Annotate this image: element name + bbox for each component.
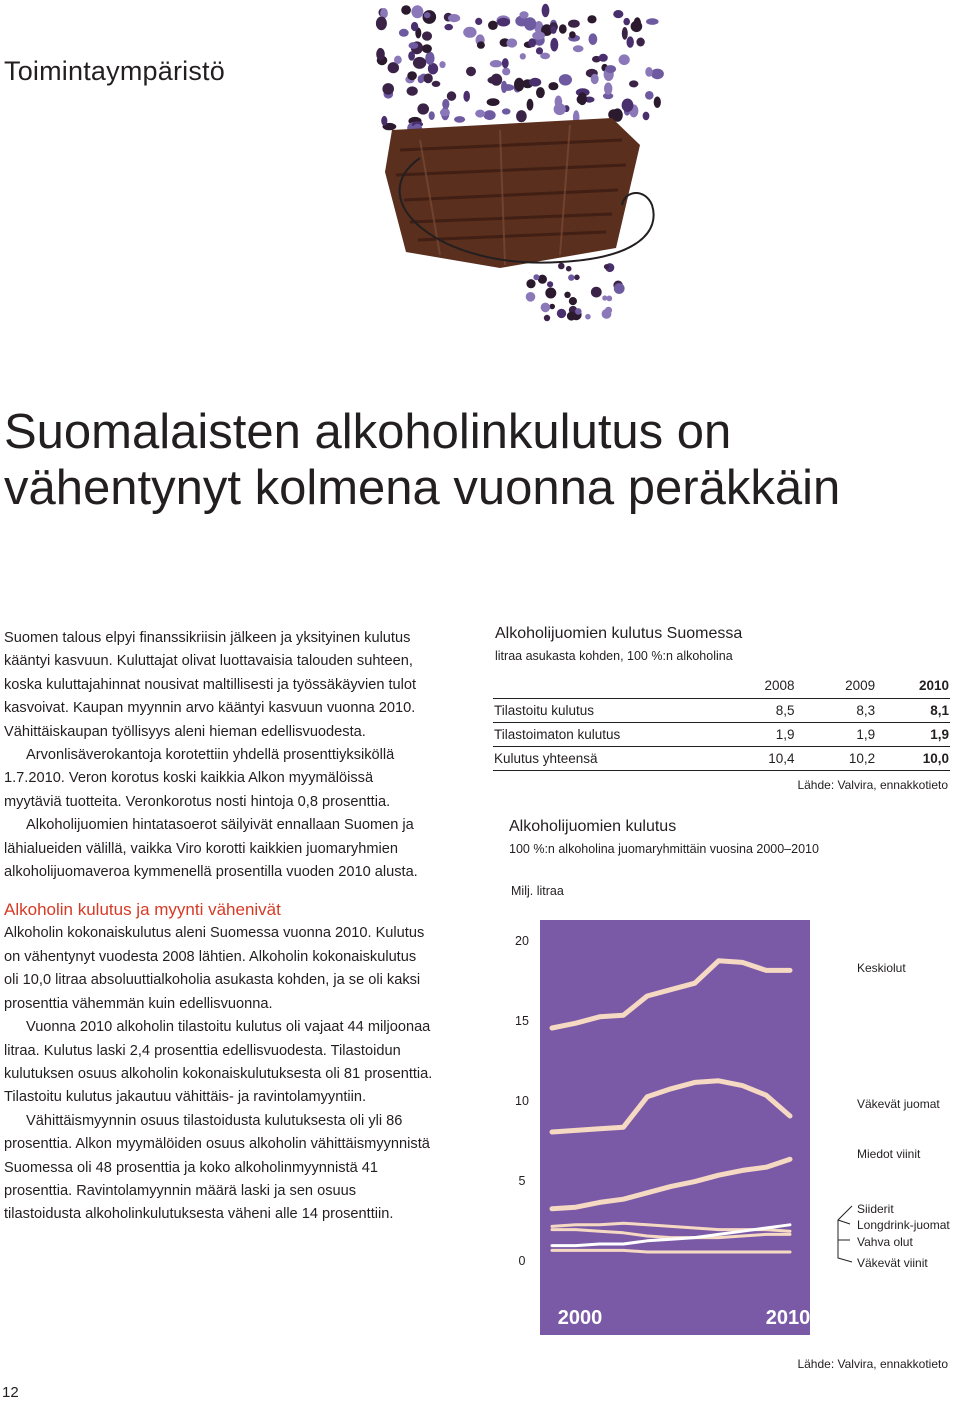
berry: [627, 36, 634, 47]
table-cell: 8,5: [688, 699, 796, 723]
table-header-cell: 2010: [918, 677, 949, 693]
berry: [631, 21, 643, 32]
berry: [407, 71, 417, 80]
berry: [424, 12, 431, 18]
berry: [651, 69, 664, 80]
berry: [477, 41, 485, 48]
berry: [463, 27, 476, 38]
table-cell: 10,0: [876, 747, 950, 771]
berry: [444, 24, 453, 30]
berry: [569, 297, 577, 305]
berry: [528, 38, 536, 47]
body-column: [4, 627, 434, 1227]
table-cell: Tilastoitu kulutus: [493, 699, 688, 723]
table-header-cell: [493, 672, 688, 699]
berry: [381, 116, 387, 126]
berry: [424, 74, 433, 84]
berry: [526, 292, 536, 302]
berry: [524, 17, 536, 30]
y-axis-unit: Milj. litraa: [511, 884, 564, 898]
headline-line-2: vähentynyt kolmena vuonna peräkkäin: [4, 461, 841, 515]
berry: [417, 103, 429, 114]
berry: [484, 110, 496, 120]
table-row: [493, 723, 950, 747]
berry: [488, 77, 499, 84]
table-header-cell: 2009: [845, 677, 876, 693]
body-paragraph: Vähittäismyynnin osuus tilastoidusta kulutuksesta oli yli 86 prosenttia. Alkon myymälöiden osuus alkoholin vähittäismyynnistä Suomessa oli 48 prosenttia ja koko alkoholinmyynnistä 41 prosenttia. Ravintolamyynnin määrä laski ja sen osuus tilastoidusta alkoholinkulutuksesta väheni alle 14 prosenttiin.: [4, 1112, 430, 1223]
body-paragraph: Alkoholijuomien hintatasoerot säilyivät ennallaan Suomen ja lähialueiden välillä, vaikka Viro korotti kaikkien juomaryhmien alkoholijuomaveroa kymmenellä prosentilla vuoden 2010 alusta.: [4, 817, 418, 881]
legend-label: Väkevät viinit: [857, 1256, 928, 1270]
berry: [613, 10, 623, 18]
berry: [602, 309, 612, 319]
consumption-table: [493, 672, 950, 771]
berry: [447, 91, 456, 101]
table-row: [493, 699, 950, 723]
berry: [604, 82, 612, 94]
berry: [646, 18, 659, 25]
berry: [411, 5, 423, 18]
berry: [645, 67, 652, 77]
berry: [488, 21, 498, 30]
berry: [558, 263, 565, 270]
berry: [448, 14, 460, 22]
berry: [409, 42, 419, 49]
body-paragraph: Suomen talous elpyi finanssikriisin jälkeen ja yksityinen kulutus kääntyi kasvuun. Kuluttajat olivat luottavaisia talouden suhteen, koska kuluttajahinnat nousivat maltillisesti ja työssäkäyvien tulot kasvoivat. Kaupan myynnin arvo kääntyi kasvuun vuonna 2010. Vähittäiskaupan työllisyys aleni hieman edellisvuodesta.: [4, 630, 417, 740]
berry: [502, 108, 511, 114]
berry: [439, 61, 445, 68]
berry: [502, 58, 509, 68]
legend-label: Longdrink-juomat: [857, 1218, 950, 1232]
berry: [619, 54, 630, 65]
table-cell: 1,9: [876, 723, 950, 747]
table-cell: 1,9: [688, 723, 796, 747]
y-tick-label: 10: [515, 1094, 529, 1108]
table-cell: 1,9: [796, 723, 877, 747]
berry: [411, 22, 418, 31]
legend-label: Miedot viinit: [857, 1147, 921, 1161]
berry: [529, 78, 541, 87]
y-tick-label: 0: [518, 1254, 526, 1268]
berry: [545, 288, 556, 299]
headline-line-1: Suomalaisten alkoholinkulutus on: [4, 405, 732, 459]
berry: [407, 86, 418, 95]
berry: [542, 4, 550, 18]
berry: [559, 24, 567, 34]
legend-label: Siiderit: [857, 1202, 894, 1216]
plot-background: [540, 920, 810, 1335]
berry: [432, 81, 441, 87]
berry: [605, 65, 616, 73]
berry: [569, 31, 576, 38]
chart-title: Alkoholijuomien kulutus: [509, 818, 677, 835]
berry: [408, 51, 415, 60]
berry: [578, 92, 587, 105]
berry: [629, 80, 638, 87]
berry: [422, 44, 432, 53]
table-subtitle: litraa asukasta kohden, 100 %:n alkoholina: [495, 649, 733, 663]
berry: [623, 18, 630, 25]
body-paragraph: Arvonlisäverokantoja korotettiin yhdellä prosenttiyksiköllä 1.7.2010. Veron korotus koski kaikkia Alkon myymälöissä myytäviä tuotteita. Veronkorotus nosti hintoja 0,8 prosenttia.: [4, 747, 395, 810]
berry: [536, 87, 545, 98]
berry: [487, 98, 500, 106]
berry: [475, 110, 485, 118]
berry: [413, 57, 426, 69]
berry: [475, 18, 482, 25]
table-cell: Kulutus yhteensä: [493, 747, 688, 771]
berry: [591, 287, 602, 298]
berry: [514, 78, 524, 92]
berry: [575, 308, 582, 315]
berry: [440, 109, 450, 117]
y-tick-label: 15: [515, 1014, 529, 1028]
berry: [643, 112, 650, 121]
berry: [399, 29, 409, 37]
table-cell: 10,2: [796, 747, 877, 771]
berry: [559, 74, 572, 85]
section-title: Toimintaympäristö: [4, 56, 225, 86]
berry: [614, 283, 625, 294]
berry: [501, 81, 507, 93]
berry: [532, 31, 545, 39]
berry: [550, 38, 558, 52]
berry: [544, 315, 550, 321]
berry: [567, 312, 576, 321]
berry: [497, 18, 510, 27]
legend-bracket: [838, 1206, 852, 1262]
berry: [654, 97, 661, 108]
page-number: 12: [2, 1384, 19, 1401]
berry: [516, 110, 527, 122]
berry: [536, 47, 543, 54]
berry: [549, 304, 555, 310]
berry: [519, 11, 528, 18]
berry: [568, 274, 574, 280]
berry: [587, 15, 596, 23]
berry: [533, 274, 539, 280]
y-tick-label: 20: [515, 934, 529, 948]
berry: [466, 67, 476, 77]
berry: [554, 103, 566, 115]
berry: [557, 309, 566, 318]
berry: [606, 296, 612, 302]
table-row: [493, 747, 950, 771]
series-line: [552, 1250, 790, 1252]
berry: [520, 53, 526, 59]
berry: [564, 292, 570, 298]
berry: [382, 83, 394, 95]
berry: [425, 52, 434, 65]
table-header-cell: 2008: [764, 677, 795, 693]
berry: [490, 60, 502, 67]
berry: [394, 56, 402, 64]
berry: [526, 279, 535, 288]
berry: [604, 264, 609, 269]
berry: [376, 17, 387, 31]
berry: [547, 281, 553, 287]
chart-subtitle: 100 %:n alkoholina juomaryhmittäin vuosina 2000–2010: [509, 842, 819, 856]
x-tick-label: 2010: [765, 1307, 811, 1329]
legend-label: Väkevät juomat: [857, 1097, 940, 1111]
berry: [454, 116, 465, 123]
berry: [429, 111, 435, 120]
berry: [502, 68, 510, 76]
berry: [622, 99, 634, 112]
berry: [599, 54, 608, 62]
berry: [573, 45, 584, 52]
berry: [636, 38, 644, 47]
berry: [527, 99, 534, 111]
berry: [538, 275, 547, 284]
berry: [589, 33, 598, 45]
berry: [568, 20, 580, 28]
berry: [376, 48, 385, 61]
body-paragraph: Alkoholin kokonaiskulutus aleni Suomessa vuonna 2010. Kulutus on vähentynyt vuodesta 2008 lähtien. Alkoholin kokonaiskulutus oli 10,0 litraa absoluuttialkoholia asukasta kohden, ja se oli kaksi prosenttia vähemmän kuin edellisvuonna.: [4, 925, 425, 1012]
legend-label: Keskiolut: [857, 961, 906, 975]
berry: [622, 27, 628, 40]
berry: [566, 266, 572, 272]
table-title: Alkoholijuomien kulutus Suomessa: [495, 625, 743, 642]
x-tick-label: 2000: [557, 1307, 603, 1329]
legend-label: Vahva olut: [857, 1235, 913, 1249]
berry: [506, 38, 517, 47]
berry: [401, 5, 411, 15]
table-cell: Tilastoimaton kulutus: [493, 723, 688, 747]
headline: [4, 404, 954, 516]
body-paragraph: Vuonna 2010 alkoholin tilastoitu kulutus oli vajaat 44 miljoonaa litraa. Kulutus laski 2,4 prosenttia edellisvuodesta. Tilastoidun kulutuksen osuus alkoholin kokonaiskulutuksesta oli 81 prosenttia. Tilastoitu kulutus jakautuu vähittäis- ja ravintolamyyntiin.: [4, 1019, 433, 1106]
table-source: Lähde: Valvira, ennakkotieto: [797, 778, 948, 792]
berry: [422, 31, 432, 40]
table-cell: 10,4: [688, 747, 796, 771]
basket-of-berries-illustration: [300, 0, 730, 330]
berry: [550, 26, 556, 34]
consumption-chart: [500, 920, 960, 1340]
berry: [645, 91, 654, 100]
berry: [591, 74, 599, 84]
table-header-row: [493, 672, 950, 699]
table-cell: 8,1: [876, 699, 950, 723]
table-cell: 8,3: [796, 699, 877, 723]
berry: [574, 275, 580, 281]
chart-source: Lähde: Valvira, ennakkotieto: [797, 1357, 948, 1371]
berry: [585, 314, 591, 320]
legend-bracket-ticks: [838, 1220, 850, 1240]
berry: [541, 303, 551, 313]
berry: [548, 82, 558, 90]
y-tick-label: 5: [518, 1174, 526, 1188]
berry: [463, 91, 470, 102]
subheading: Alkoholin kulutus ja myynti vähenivät: [4, 900, 281, 920]
